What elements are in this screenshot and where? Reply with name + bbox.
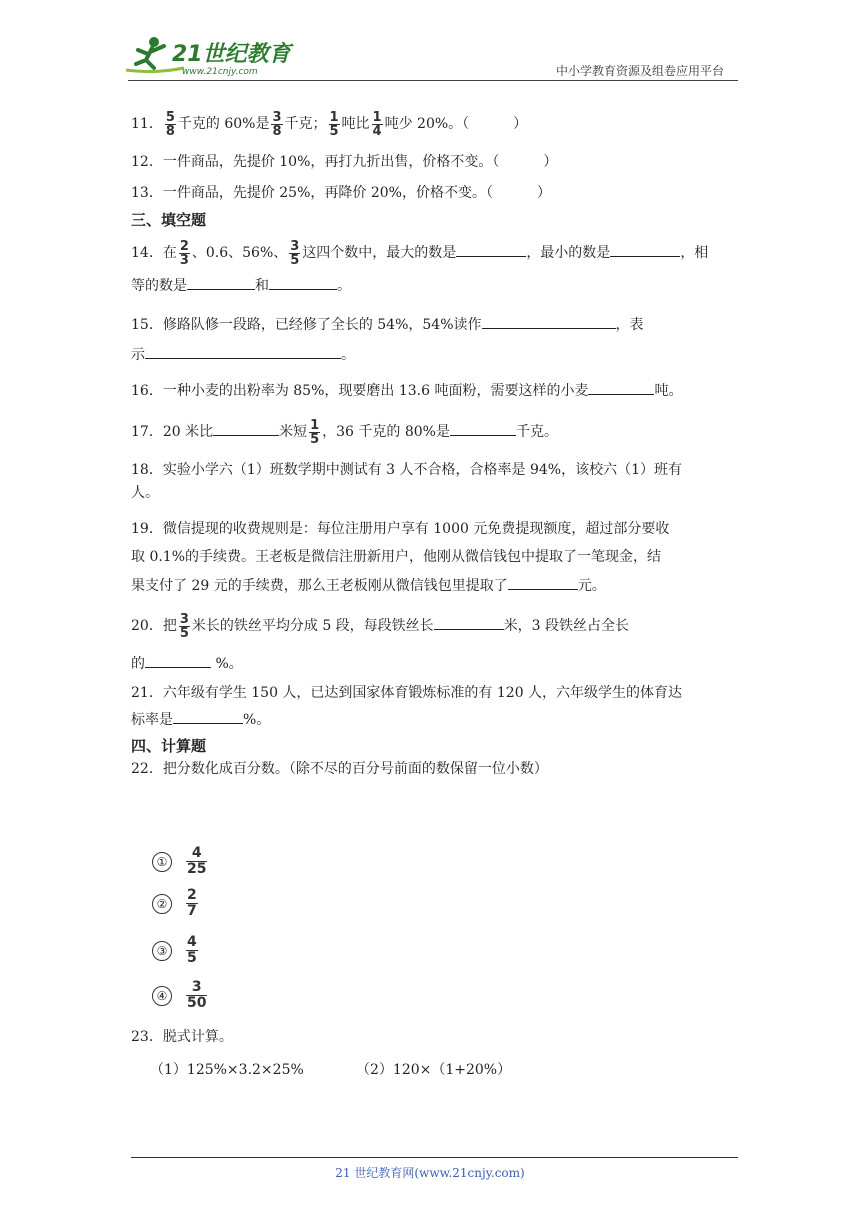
question-14-cont: 等的数是 和 。 [131, 272, 739, 308]
answer-blank[interactable] [145, 344, 341, 359]
question-18: 18．实验小学六（1）班数学期中测试有 3 人不合格，合格率是 94%，该校六（1）班有 [131, 462, 683, 478]
circled-number: ③ [152, 941, 172, 961]
footer-divider [131, 1157, 738, 1158]
question-15: 15．修路队修一段路，已经修了全长的 54%，54%读作 ，表 [131, 308, 739, 340]
question-23: 23．脱式计算。 [131, 1029, 233, 1045]
footer-text[interactable]: 21 世纪教育网(www.21cnjy.com) [335, 1166, 525, 1180]
q22-item-4 [152, 980, 209, 1011]
fraction: $\frac{5}{8}$ [165, 109, 175, 139]
answer-blank[interactable] [173, 709, 243, 724]
header-divider [128, 80, 738, 81]
circled-number: ② [152, 894, 172, 914]
fraction: $\frac{1}{5}$ [310, 417, 320, 447]
question-20: 20．把 $\frac{3}{5}$ 米长的铁丝平均分成 5 段，每段铁丝长 米，3 段铁丝占全长 [131, 611, 630, 641]
circled-number: ④ [152, 986, 172, 1006]
question-18-cont: 人。 [131, 485, 159, 501]
header-platform-text: 中小学教育资源及组卷应用平台 [555, 64, 724, 78]
fraction: $\frac{1}{4}$ [372, 109, 382, 139]
answer-blank[interactable] [456, 242, 526, 257]
q23-part-2: （2）120×（1+20%） [356, 1062, 512, 1078]
fraction: $\frac{1}{5}$ [329, 109, 339, 139]
question-17: 17．20 米比 米短 $\frac{1}{5}$ ，36 千克的 80%是 千克。 [131, 417, 558, 447]
question-19-line3: 果支付了 29 元的手续费，那么王老板刚从微信钱包里提取了 元。 [131, 572, 739, 608]
runner-logo-icon [124, 34, 294, 80]
answer-blank[interactable] [269, 275, 337, 290]
answer-blank[interactable] [213, 421, 279, 436]
question-19: 19．微信提现的收费规则是：每位注册用户享有 1000 元免费提现额度，超过部分要收 [131, 521, 670, 537]
answer-blank[interactable] [610, 242, 680, 257]
fraction: $\frac{3}{8}$ [272, 109, 282, 139]
question-11: 11． $\frac{5}{8}$ 千克的 60%是 $\frac{3}{8}$ 千克； $\frac{1}{5}$ 吨比 $\frac{1}{4}$ 吨少 20%。（ ） [131, 109, 528, 139]
fraction: $\frac{3}{5}$ [290, 238, 300, 268]
answer-blank[interactable] [482, 314, 616, 329]
question-16: 16．一种小麦的出粉率为 85%，现要磨出 13.6 吨面粉，需要这样的小麦 吨。 [131, 376, 739, 414]
fraction: $\frac{2}{3}$ [179, 238, 189, 268]
logo-url: www.21cnjy.com [182, 67, 258, 77]
answer-blank[interactable] [588, 380, 654, 395]
fraction: $\frac{3}{50}$ [187, 979, 207, 1011]
question-21-cont: 标率是 %。 [131, 706, 739, 732]
logo-title: 21世纪教育 [172, 42, 291, 67]
question-13: 13．一件商品，先提价 25%，再降价 20%，价格不变。（ ） [131, 185, 551, 201]
question-20-cont: 的 %。 [131, 644, 739, 676]
fraction: $\frac{4}{5}$ [187, 934, 197, 966]
question-19-line2: 取 0.1%的手续费。王老板是微信注册新用户，他刚从微信钱包中提取了一笔现金，结 [131, 549, 662, 565]
document-body [131, 102, 739, 782]
answer-blank[interactable] [145, 653, 211, 668]
section-heading-calculation: 四、计算题 [131, 737, 207, 755]
circled-number: ① [152, 852, 172, 872]
fraction: $\frac{4}{25}$ [187, 845, 207, 877]
section-heading-fill-blank: 三、填空题 [131, 211, 207, 229]
question-15-cont: 示 。 [131, 340, 739, 376]
answer-blank[interactable] [434, 615, 504, 630]
q23-part-1: （1）125%×3.2×25% [150, 1062, 304, 1078]
q22-item-2 [152, 888, 200, 919]
q22-item-3 [152, 935, 200, 966]
answer-blank[interactable] [508, 575, 578, 590]
fraction: $\frac{2}{7}$ [187, 887, 197, 919]
question-22: 22．把分数化成百分数。（除不尽的百分号前面的数保留一位小数） [131, 761, 548, 777]
question-14: 14．在 $\frac{2}{3}$ 、0.6、56%、 $\frac{3}{5}$ 这四个数中，最大的数是 ，最小的数是 ，相 [131, 238, 709, 268]
q22-item-1 [152, 846, 209, 877]
question-12: 12．一件商品，先提价 10%，再打九折出售，价格不变。（ ） [131, 154, 558, 170]
question-21: 21．六年级有学生 150 人，已达到国家体育锻炼标准的有 120 人，六年级学生的体育达 [131, 685, 683, 701]
answer-blank[interactable] [450, 421, 516, 436]
site-logo [124, 34, 294, 80]
fraction: $\frac{3}{5}$ [179, 611, 189, 641]
answer-blank[interactable] [187, 275, 255, 290]
